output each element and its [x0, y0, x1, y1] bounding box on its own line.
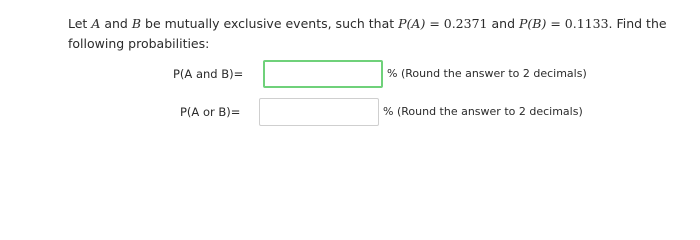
pa-expression: P(A)	[398, 16, 426, 31]
question-find: . Find the	[608, 16, 667, 31]
pa-value: = 0.2371	[429, 16, 488, 31]
question-text	[68, 14, 688, 54]
p-a-or-b-label: P(A or B)=	[180, 105, 241, 119]
pb-expression: P(B)	[519, 16, 547, 31]
answer-row-or	[0, 96, 700, 128]
question-middle: be mutually exclusive events, such that	[145, 16, 395, 31]
pb-and: and	[491, 16, 516, 31]
p-a-and-b-label: P(A and B)=	[173, 67, 244, 81]
event-b: B	[131, 16, 142, 31]
p-a-or-b-suffix: % (Round the answer to 2 decimals)	[383, 105, 583, 118]
answer-row-and	[0, 58, 700, 90]
event-a: A	[91, 16, 101, 31]
question-line2: following probabilities:	[68, 36, 210, 51]
bottom-edge	[0, 144, 700, 148]
p-a-and-b-suffix: % (Round the answer to 2 decimals)	[387, 67, 587, 80]
p-a-and-b-input[interactable]	[263, 60, 383, 88]
pb-value: = 0.1133	[550, 16, 609, 31]
p-a-or-b-input[interactable]	[259, 98, 379, 126]
question-intro: Let	[68, 16, 88, 31]
and-word: and	[104, 16, 128, 31]
